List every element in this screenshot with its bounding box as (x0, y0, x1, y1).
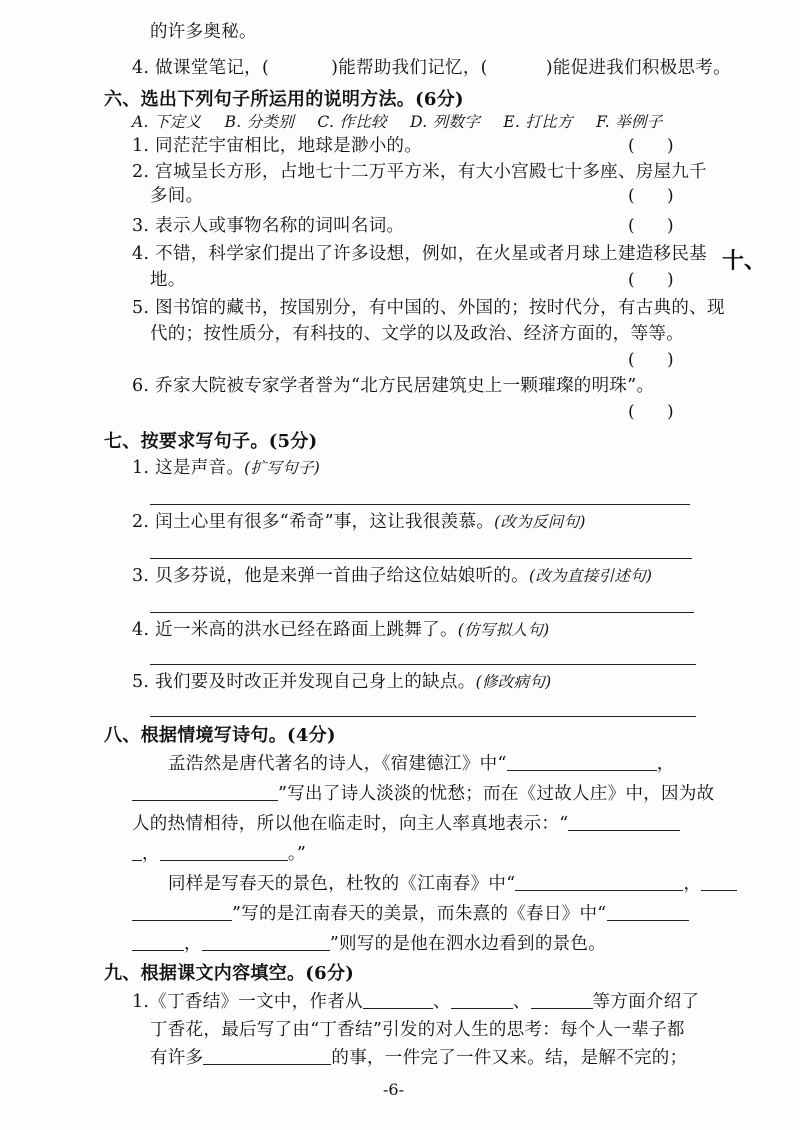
s6-item-5: 5. 图书馆的藏书，按国别分，有中国的、外国的；按时代分，有古典的、现 (132, 298, 725, 318)
s6-item-2: 2. 宫城呈长方形，占地七十二万平方米，有大小宫殿七十多座、房屋九千 (132, 162, 707, 182)
s6-item-2-cont: 多间。 (150, 186, 204, 206)
option-a: A. 下定义 (132, 113, 202, 131)
s7-answer-line-4[interactable] (150, 664, 696, 665)
section-7-title: 七、按要求写句子。(5分) (104, 431, 318, 452)
s8-line-6: ”写的是江南春天的美景，而朱熹的《春日》中“ (132, 902, 689, 926)
section-6-title: 六、选出下列句子所运用的说明方法。(6分) (104, 89, 464, 110)
s6-item-4: 4. 不错，科学家们提出了许多设想，例如，在火星或者月球上建造移民基 (132, 244, 707, 264)
s8-line-5: 同样是写春天的景色，杜牧的《江南春》中“ ， (168, 872, 737, 896)
s8-blank-1[interactable] (507, 752, 657, 771)
s7-item-4: 4. 近一米高的洪水已经在路面上跳舞了。(仿写拟人句) (132, 620, 550, 640)
s8-blank-4b[interactable] (160, 842, 288, 861)
s8-blank-7a[interactable] (132, 932, 184, 951)
s8-blank-6[interactable] (132, 902, 232, 921)
s6-item-1: 1. 同茫茫宇宙相比，地球是渺小的。 (132, 136, 423, 156)
option-d: D. 列数字 (410, 113, 481, 131)
option-c: C. 作比较 (317, 113, 387, 131)
section-6-options (132, 110, 681, 134)
s9-blank-4[interactable] (203, 1046, 331, 1065)
s6-answer-1[interactable]: ( ) (628, 136, 674, 156)
s6-answer-5[interactable]: ( ) (628, 350, 674, 370)
s8-line-2: ”写出了诗人淡淡的忧愁；而在《过故人庄》中，因为故 (132, 782, 714, 806)
s9-blank-2[interactable] (451, 990, 513, 1009)
section-8-title: 八、根据情境写诗句。(4分) (104, 725, 336, 746)
option-f: F. 举例子 (596, 113, 663, 131)
s6-answer-6[interactable]: ( ) (628, 402, 674, 422)
s7-answer-line-2[interactable] (150, 558, 692, 559)
s8-line-1: 孟浩然是唐代著名的诗人，《宿建德江》中“ ， (168, 754, 675, 774)
s9-line-3: 有许多 的事，一件完了一件又来。结，是解不完的； (150, 1048, 688, 1068)
s8-blank-4a[interactable] (132, 842, 142, 861)
s7-answer-line-3[interactable] (150, 612, 694, 613)
s7-item-3: 3. 贝多芬说，他是来弹一首曲子给这位姑娘听的。(改为直接引述句) (132, 566, 653, 586)
s8-blank-7b[interactable] (202, 932, 330, 951)
option-e: E. 打比方 (503, 113, 573, 131)
s7-item-5: 5. 我们要及时改正并发现自己身上的缺点。(修改病句) (132, 672, 552, 692)
s8-line-3: 人的热情相待，所以他在临走时，向主人率真地表示：“ (132, 812, 680, 836)
s8-line-7: ， ”则写的是他在泗水边看到的景色。 (132, 932, 606, 956)
s6-answer-2[interactable]: ( ) (628, 186, 674, 206)
option-b: B. 分类别 (224, 113, 295, 131)
s8-blank-6b[interactable] (607, 902, 689, 921)
side-section-mark: 十、 (722, 248, 767, 274)
s6-item-6: 6. 乔家大院被专家学者誉为“北方民居建筑史上一颗璀璨的明珠”。 (132, 376, 655, 396)
s6-answer-3[interactable]: ( ) (628, 216, 674, 236)
s9-blank-1[interactable] (363, 990, 433, 1009)
s8-blank-2[interactable] (132, 782, 278, 801)
s8-blank-5[interactable] (515, 872, 683, 891)
carry-line: 的许多奥秘。 (150, 22, 257, 42)
s6-item-3: 3. 表示人或事物名称的词叫名词。 (132, 216, 405, 236)
s6-answer-4[interactable]: ( ) (628, 270, 674, 290)
s8-line-4: ， 。” (132, 842, 306, 866)
section-9-title: 九、根据课文内容填空。(6分) (104, 963, 355, 984)
s7-item-2: 2. 闰土心里有很多“希奇”事，这让我很羡慕。(改为反问句) (132, 512, 586, 532)
s7-answer-line-5[interactable] (150, 716, 696, 717)
q4-line: 4. 做课堂笔记，( )能帮助我们记忆，( )能促进我们积极思考。 (132, 58, 731, 78)
s7-item-1: 1. 这是声音。(扩写句子) (132, 458, 321, 478)
s8-blank-5b[interactable] (701, 872, 737, 891)
s9-line-2: 丁香花，最后写了由“丁香结”引发的对人生的思考：每个人一辈子都 (150, 1020, 685, 1040)
s8-blank-3[interactable] (568, 812, 680, 831)
page-number: -6- (383, 1080, 404, 1099)
s9-blank-3[interactable] (531, 990, 593, 1009)
s7-answer-line-1[interactable] (150, 504, 690, 505)
s6-item-4-cont: 地。 (150, 270, 186, 290)
s6-item-5-cont: 代的；按性质分，有科技的、文学的以及政治、经济方面的，等等。 (150, 324, 684, 344)
s9-line-1: 1.《丁香结》一文中，作者从 、 、 等方面介绍了 (132, 992, 700, 1012)
